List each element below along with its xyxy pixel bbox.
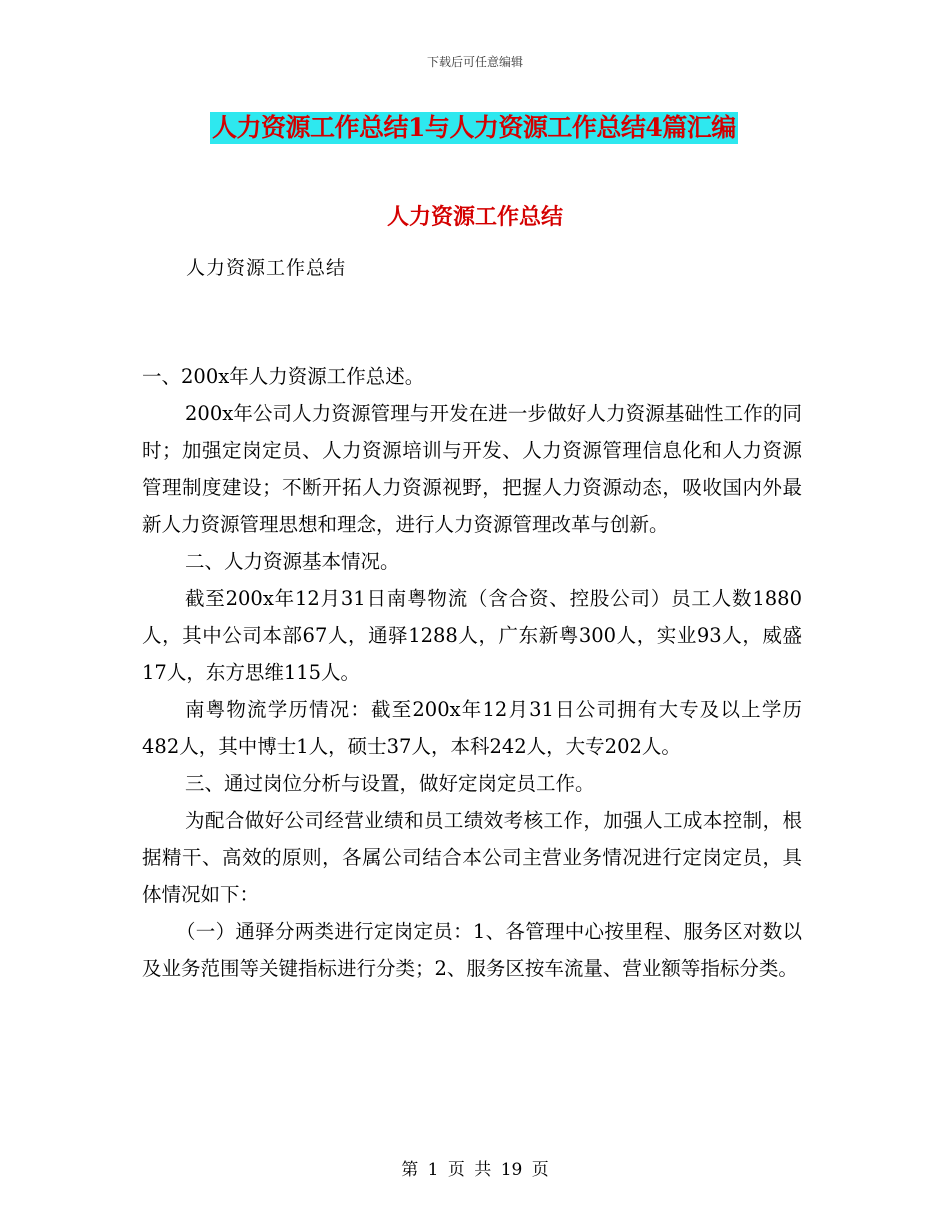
paragraph-3: 二、人力资源基本情况。	[185, 550, 400, 573]
document-body	[142, 358, 802, 987]
section-title: 人力资源工作总结	[386, 204, 563, 230]
paragraph-2: 200x年公司人力资源管理与开发在进一步做好人力资源基础性工作的同时；加强定岗定员、人力资源培训与开发、人力资源管理信息化和人力资源管理制度建设；不断开拓人力资源视野，把握人力资源动态，吸收国内外最新人力资源管理思想和理念，进行人力资源管理改革与创新。	[142, 402, 802, 536]
section-subheading: 人力资源工作总结	[186, 257, 347, 279]
paragraph-8: （一）通驿分两类进行定岗定员：1、各管理中心按里程、服务区对数以及业务范围等关键指标进行分类；2、服务区按车流量、营业额等指标分类。	[142, 920, 802, 980]
paragraph-6: 三、通过岗位分析与设置，做好定岗定员工作。	[185, 772, 595, 795]
header-note: 下载后可任意编辑	[426, 55, 523, 69]
paragraph-1: 一、200x年人力资源工作总述。	[142, 365, 425, 388]
document-main-title: 人力资源工作总结1与人力资源工作总结4篇汇编	[212, 113, 736, 142]
paragraph-4: 截至200x年12月31日南粤物流（含合资、控股公司）员工人数1880人，其中公司本部67人，通驿1288人，广东新粤300人，实业93人，威盛17人，东方思维115人。	[142, 587, 802, 684]
page-footer: 第 1 页 共 19 页	[401, 1160, 549, 1180]
paragraph-7: 为配合做好公司经营业绩和员工绩效考核工作，加强人工成本控制，根据精干、高效的原则，各属公司结合本公司主营业务情况进行定岗定员，具体情况如下：	[142, 809, 802, 906]
paragraph-5: 南粤物流学历情况：截至200x年12月31日公司拥有大专及以上学历482人，其中博士1人，硕士37人，本科242人，大专202人。	[142, 698, 802, 758]
